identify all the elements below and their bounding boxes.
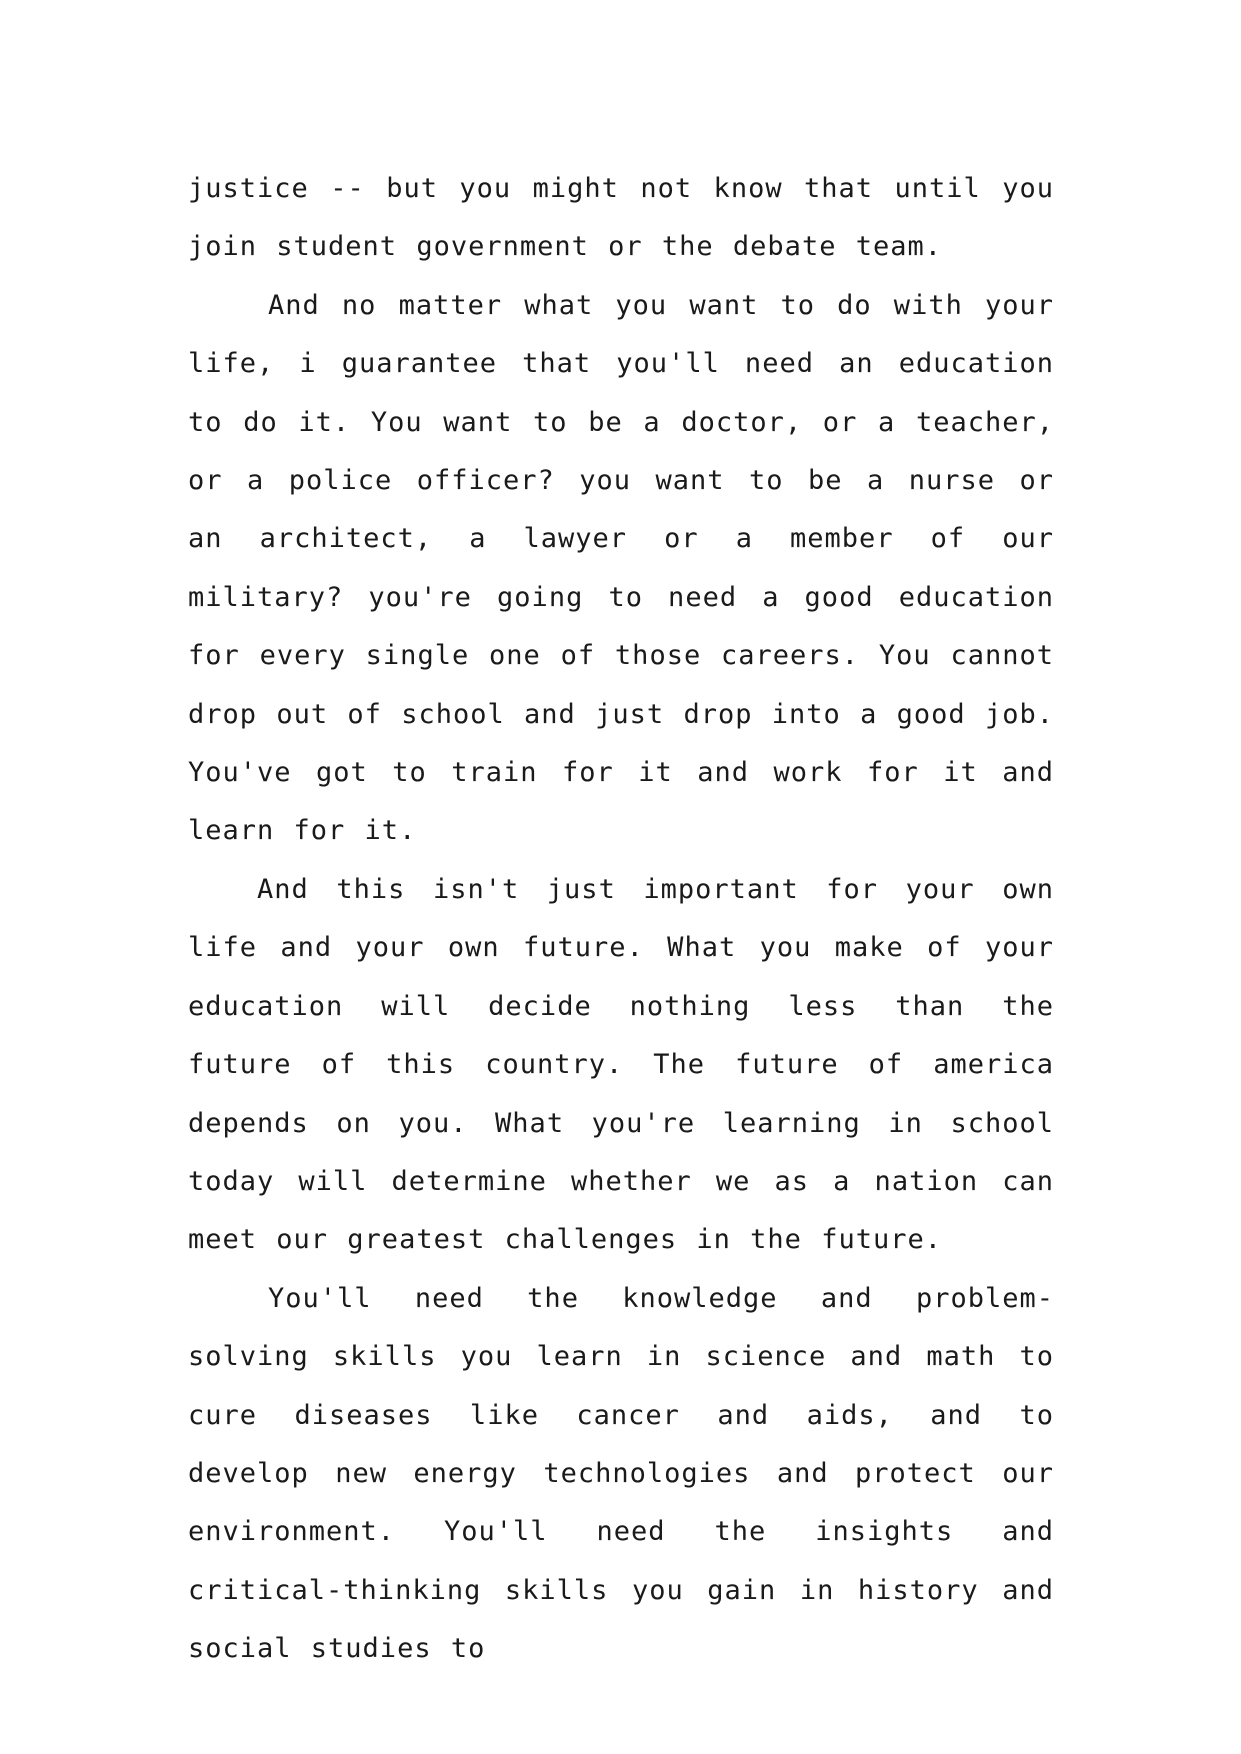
paragraph-education-careers: And no matter what you want to do with your life, i guarantee that you'll need an education to do it. You want to be a doctor, or a teacher, or a police officer? you want to be a nurse or an architect, a lawyer or a member of our military? you're going to need a good education for every single one of those careers. You cannot drop out of school and just drop into a good job. You've got to train for it and work for it and learn for it.	[188, 289, 1054, 847]
paragraph-knowledge-skills: You'll need the knowledge and problem-solving skills you learn in science and math to cure diseases like cancer and aids, and to develop new energy technologies and protect our environment. You'll need the insights and critical-thinking skills you gain in history and social studies to	[188, 1282, 1054, 1665]
paragraph-continuation: justice -- but you might not know that until you join student government or the debate team.	[188, 173, 1054, 263]
paragraph-future-of-country: And this isn't just important for your own life and your own future. What you make of your education will decide nothing less than the future of this country. The future of america depends on you. What you're learning in school today will determine whether we as a nation can meet our greatest challenges in the future.	[188, 873, 1054, 1256]
body-text	[188, 160, 1054, 1679]
